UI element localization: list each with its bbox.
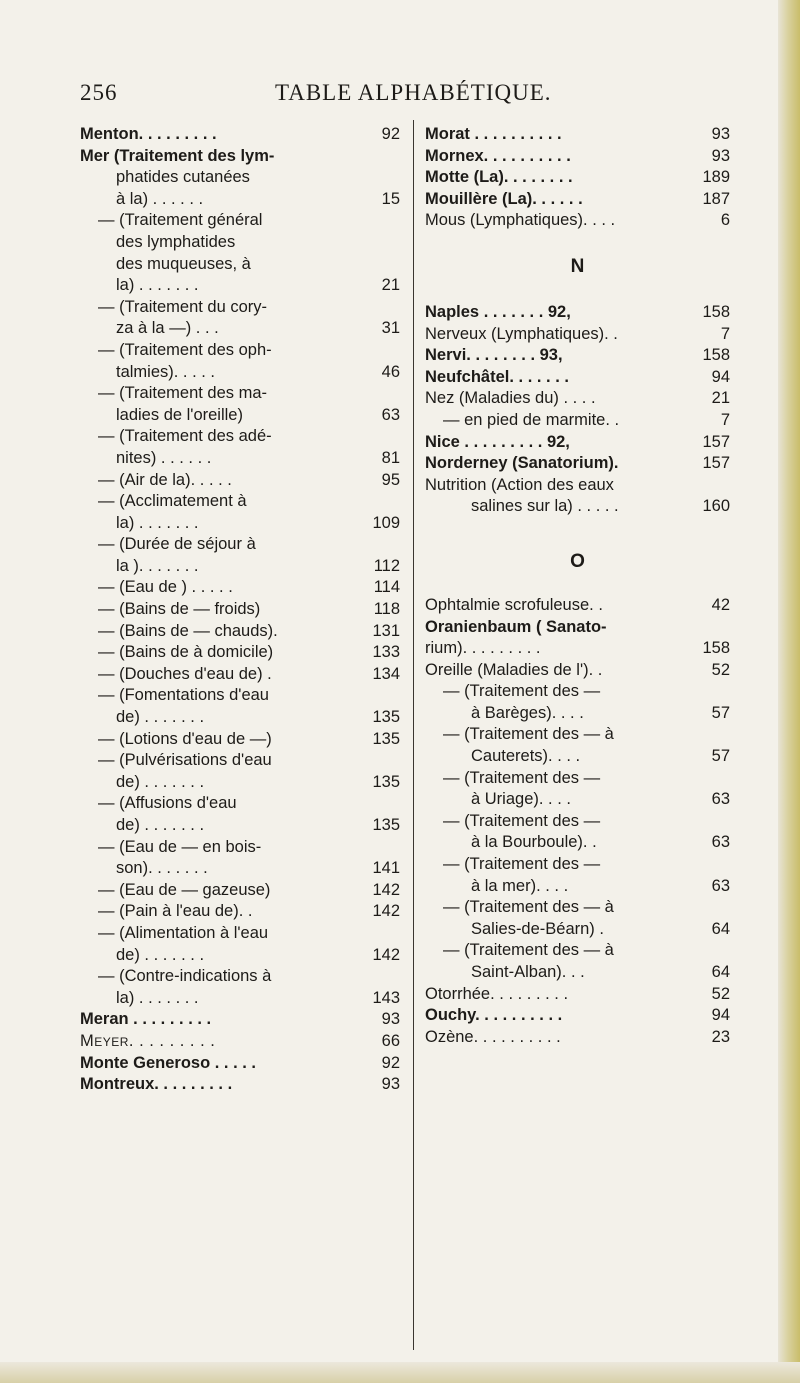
- entry-text: de) . . . . . . .: [116, 816, 205, 834]
- column-divider: [413, 120, 414, 1350]
- index-entry: [80, 513, 400, 535]
- entry-page: 93: [711, 146, 730, 165]
- entry-text: — (Traitement des — à: [443, 898, 614, 917]
- entry-text: à la Bourboule). .: [471, 833, 597, 852]
- index-entry: [80, 729, 400, 751]
- entry-text: à la) . . . . . .: [116, 189, 204, 208]
- entry-text: talmies). . . . .: [116, 362, 216, 381]
- index-entry: [80, 534, 400, 556]
- index-entry: [425, 984, 730, 1006]
- entry-page: 81: [381, 448, 400, 467]
- entry-page: 63: [711, 790, 730, 809]
- entry-text: — (Bains de à domicile): [98, 643, 274, 662]
- entry-text: — (Lotions d'eau de —): [98, 729, 272, 748]
- index-entry: [425, 167, 730, 189]
- index-entry: [80, 362, 400, 384]
- entry-page: 64: [711, 963, 730, 981]
- index-entry: [425, 189, 730, 211]
- index-entry: [80, 189, 400, 211]
- index-entry: [425, 146, 730, 168]
- index-entry: [80, 901, 400, 923]
- entry-page: 133: [372, 643, 400, 662]
- right-column: [425, 124, 730, 1048]
- index-entry: [80, 1053, 400, 1075]
- index-entry: [425, 617, 730, 639]
- entry-text: de) . . . . . . .: [116, 945, 205, 964]
- index-entry: [425, 432, 730, 454]
- index-entry: [425, 703, 730, 725]
- entry-text: nites) . . . . . .: [116, 448, 212, 467]
- index-entry: [80, 254, 400, 276]
- index-entry: [80, 685, 400, 707]
- entry-page: 158: [702, 639, 730, 658]
- entry-text: — (Durée de séjour à: [98, 535, 256, 554]
- index-entry: [425, 302, 730, 324]
- index-entry: [80, 167, 400, 189]
- entry-text: à Barèges). . . .: [471, 703, 584, 722]
- index-entry: [425, 724, 730, 746]
- index-entry: [425, 854, 730, 876]
- entry-page: 160: [702, 497, 730, 516]
- index-entry: [425, 832, 730, 854]
- index-entry: [80, 988, 400, 1010]
- entry-page: 135: [372, 708, 400, 727]
- entry-text: — (Traitement des —: [443, 811, 601, 830]
- entry-page: 21: [381, 276, 400, 295]
- entry-page: 15: [381, 189, 400, 208]
- entry-text: phatides cutanées: [116, 168, 250, 187]
- entry-text: de) . . . . . . .: [116, 708, 205, 727]
- entry-text: — (Acclimatement à: [98, 492, 247, 511]
- entry-text: Naples . . . . . . . 92,: [425, 302, 571, 321]
- entry-page: 92: [381, 1053, 400, 1072]
- index-entry: [80, 146, 400, 168]
- section-heading-o: O: [570, 550, 585, 572]
- index-entry: [80, 642, 400, 664]
- index-entry: [80, 124, 400, 146]
- entry-text: des lymphatides: [116, 232, 236, 251]
- entry-page: 63: [711, 833, 730, 852]
- entry-text: Nutrition (Action des eaux: [425, 475, 614, 494]
- index-entry: [80, 837, 400, 859]
- entry-text: Saint-Alban). . .: [471, 963, 585, 981]
- index-entry: [80, 577, 400, 599]
- index-entry: [425, 496, 730, 518]
- index-entry: [80, 815, 400, 837]
- entry-text: — (Alimentation à l'eau: [98, 923, 269, 942]
- entry-page: 46: [381, 362, 400, 381]
- entry-text: Nez (Maladies du) . . . .: [425, 389, 596, 408]
- entry-text: Mous (Lymphatiques). . . .: [425, 211, 616, 230]
- entry-text: Norderney (Sanatorium).: [425, 454, 619, 473]
- entry-text: — (Pulvérisations d'eau: [98, 751, 272, 770]
- index-entry: [425, 124, 730, 146]
- index-entry: [80, 880, 400, 902]
- entry-page: 189: [702, 168, 730, 187]
- entry-text: Mornex. . . . . . . . . .: [425, 146, 571, 165]
- index-entry: [425, 962, 730, 984]
- entry-page: 158: [702, 346, 730, 365]
- entry-text: — (Air de la). . . . .: [98, 470, 232, 489]
- entry-page: 57: [711, 703, 730, 722]
- entry-text: — (Traitement des —: [443, 768, 601, 787]
- entry-text: — (Traitement des —: [443, 682, 601, 701]
- entry-page: 63: [711, 876, 730, 895]
- index-entry: [80, 275, 400, 297]
- entry-page: 142: [372, 880, 400, 899]
- entry-page: 64: [711, 919, 730, 938]
- entry-text: — (Eau de ) . . . . .: [98, 578, 233, 597]
- index-entry: [80, 750, 400, 772]
- page-edge: [778, 0, 800, 1383]
- index-entry: [425, 1027, 730, 1049]
- section-gap: [425, 518, 730, 529]
- entry-text: Oreille (Maladies de l'). .: [425, 660, 603, 679]
- index-entry: [425, 324, 730, 346]
- entry-text: son). . . . . . .: [116, 859, 208, 878]
- index-entry: [80, 232, 400, 254]
- index-entry: [80, 858, 400, 880]
- index-entry: [80, 664, 400, 686]
- index-entry: [80, 210, 400, 232]
- page-bottom-edge: [0, 1362, 800, 1383]
- index-entry: [80, 297, 400, 319]
- index-entry: [425, 768, 730, 790]
- entry-text: Meyer. . . . . . . . .: [80, 1031, 216, 1050]
- entry-page: 93: [381, 1010, 400, 1029]
- section-o-entries: [425, 595, 730, 1048]
- entry-page: 109: [372, 513, 400, 532]
- entry-text: — (Traitement des ma-: [98, 384, 268, 403]
- entry-text: la) . . . . . . .: [116, 513, 199, 532]
- entry-text: à la mer). . . .: [471, 876, 569, 895]
- entry-page: 52: [711, 660, 730, 679]
- entry-text: de) . . . . . . .: [116, 772, 205, 791]
- entry-text: za à la —) . . .: [116, 319, 219, 338]
- entry-page: 66: [381, 1031, 400, 1050]
- index-entry: [425, 660, 730, 682]
- entry-text: rium). . . . . . . . .: [425, 639, 541, 658]
- entry-text: Salies-de-Béarn) .: [471, 919, 604, 938]
- index-entry: [80, 405, 400, 427]
- index-entry: [80, 448, 400, 470]
- entry-text: Morat . . . . . . . . . .: [425, 125, 562, 143]
- page-title: TABLE ALPHABÉTIQUE.: [275, 80, 552, 105]
- entry-text: Ophtalmie scrofuleuse. .: [425, 595, 603, 614]
- entry-text: Menton. . . . . . . . .: [80, 125, 217, 143]
- entry-page: 94: [711, 367, 730, 386]
- entry-page: 142: [372, 945, 400, 964]
- entry-text: — (Contre-indications à: [98, 967, 272, 986]
- index-entry: [425, 746, 730, 768]
- index-entry: [425, 811, 730, 833]
- entry-page: 157: [702, 454, 730, 473]
- index-entry: [425, 367, 730, 389]
- entry-text: Monte Generoso . . . . .: [80, 1053, 257, 1072]
- section-n-entries: [425, 302, 730, 518]
- entry-page: 42: [711, 595, 730, 614]
- entry-text: — (Traitement général: [98, 211, 263, 230]
- index-entry: [425, 345, 730, 367]
- index-entry: [425, 681, 730, 703]
- entry-text: Oranienbaum ( Sanato-: [425, 617, 607, 636]
- left-column: [80, 124, 400, 1096]
- index-entry: [425, 940, 730, 962]
- index-entry: [80, 1074, 400, 1096]
- entry-text: Motte (La). . . . . . . .: [425, 168, 573, 187]
- entry-text: — (Traitement des adé-: [98, 427, 272, 446]
- section-heading-n: N: [570, 255, 585, 277]
- entry-page: 95: [381, 470, 400, 489]
- entry-text: — (Traitement des —: [443, 855, 601, 874]
- entry-page: 143: [372, 988, 400, 1007]
- entry-text: Cauterets). . . .: [471, 747, 581, 766]
- entry-text: — (Fomentations d'eau: [98, 686, 269, 705]
- entry-text: Montreux. . . . . . . . .: [80, 1075, 233, 1094]
- entry-text: Nice . . . . . . . . . 92,: [425, 432, 570, 451]
- index-entry: [80, 923, 400, 945]
- entry-page: 57: [711, 747, 730, 766]
- entry-page: 31: [381, 319, 400, 338]
- entry-page: 135: [372, 816, 400, 834]
- entry-text: Meran . . . . . . . . .: [80, 1010, 212, 1029]
- index-entry: [80, 772, 400, 794]
- entry-page: 158: [702, 302, 730, 321]
- entry-page: 52: [711, 984, 730, 1003]
- entry-text: Nerveux (Lymphatiques). .: [425, 324, 618, 343]
- index-entry: [80, 491, 400, 513]
- index-entry: [425, 210, 730, 232]
- entry-page: 135: [372, 772, 400, 791]
- entry-page: 112: [373, 556, 400, 575]
- entry-page: 135: [372, 729, 400, 748]
- index-entry: [425, 410, 730, 432]
- entry-text: — (Bains de — froids): [98, 600, 261, 619]
- index-entry: [80, 966, 400, 988]
- entry-page: 93: [711, 125, 730, 143]
- index-entry: [425, 475, 730, 497]
- entry-text: — (Traitement des — à: [443, 941, 614, 960]
- entry-text: Ouchy. . . . . . . . . .: [425, 1006, 563, 1025]
- entry-text: Mouillère (La). . . . . .: [425, 189, 583, 208]
- entry-text: la) . . . . . . .: [116, 988, 199, 1007]
- index-entry: [425, 919, 730, 941]
- index-entry: [80, 621, 400, 643]
- right-top-entries: [425, 124, 730, 232]
- index-entry: [80, 707, 400, 729]
- entry-page: 187: [702, 189, 730, 208]
- index-entry: [80, 383, 400, 405]
- index-entry: [425, 789, 730, 811]
- entry-text: — en pied de marmite. .: [443, 410, 620, 429]
- entry-text: — (Pain à l'eau de). .: [98, 902, 253, 921]
- index-entry: [80, 599, 400, 621]
- page-header: [80, 80, 740, 110]
- entry-text: — (Eau de — en bois-: [98, 837, 262, 856]
- entry-text: Mer (Traitement des lym-: [80, 146, 275, 165]
- index-entry: [80, 1031, 400, 1053]
- index-entry: [80, 426, 400, 448]
- entry-text: la ). . . . . . .: [116, 556, 199, 575]
- entry-text: la) . . . . . . .: [116, 276, 199, 295]
- entry-text: — (Traitement des oph-: [98, 340, 272, 359]
- index-entry: [80, 1009, 400, 1031]
- index-entry: [425, 388, 730, 410]
- index-entry: [80, 318, 400, 340]
- entry-page: 7: [720, 324, 730, 343]
- index-entry: [425, 453, 730, 475]
- entry-text: — (Eau de — gazeuse): [98, 880, 271, 899]
- entry-text: Ozène. . . . . . . . . .: [425, 1027, 561, 1046]
- index-entry: [80, 556, 400, 578]
- index-entry: [425, 638, 730, 660]
- index-entry: [80, 340, 400, 362]
- entry-page: 131: [372, 621, 400, 640]
- entry-page: 94: [711, 1006, 730, 1025]
- index-entry: [80, 945, 400, 967]
- entry-text: — (Bains de — chauds).: [98, 621, 278, 640]
- entry-page: 7: [720, 410, 730, 429]
- entry-text: à Uriage). . . .: [471, 790, 571, 809]
- entry-text: — (Traitement du cory-: [98, 297, 268, 316]
- entry-page: 92: [381, 125, 400, 143]
- index-entry: [425, 1005, 730, 1027]
- entry-page: 6: [720, 211, 730, 230]
- entry-text: des muqueuses, à: [116, 254, 251, 273]
- entry-page: 93: [381, 1075, 400, 1094]
- entry-text: — (Douches d'eau de) .: [98, 664, 272, 683]
- entry-text: — (Affusions d'eau: [98, 794, 237, 813]
- entry-page: 157: [702, 432, 730, 451]
- entry-text: ladies de l'oreille): [116, 405, 243, 424]
- entry-page: 118: [373, 600, 400, 619]
- entry-text: Neufchâtel. . . . . . .: [425, 367, 569, 386]
- index-entry: [80, 793, 400, 815]
- entry-page: 63: [381, 405, 400, 424]
- entry-text: Otorrhée. . . . . . . . .: [425, 984, 569, 1003]
- entry-page: 142: [372, 902, 400, 921]
- entry-text: Nervi. . . . . . . . 93,: [425, 346, 563, 365]
- index-entry: [80, 470, 400, 492]
- entry-page: 114: [373, 578, 400, 597]
- index-entry: [425, 897, 730, 919]
- entry-text: — (Traitement des — à: [443, 725, 614, 744]
- entry-text: salines sur la) . . . . .: [471, 497, 619, 516]
- entry-page: 21: [711, 389, 730, 408]
- index-entry: [425, 876, 730, 898]
- entry-page: 23: [711, 1027, 730, 1046]
- index-entry: [425, 595, 730, 617]
- page-number: 256: [80, 80, 118, 105]
- entry-page: 141: [372, 859, 400, 878]
- entry-page: 134: [372, 664, 400, 683]
